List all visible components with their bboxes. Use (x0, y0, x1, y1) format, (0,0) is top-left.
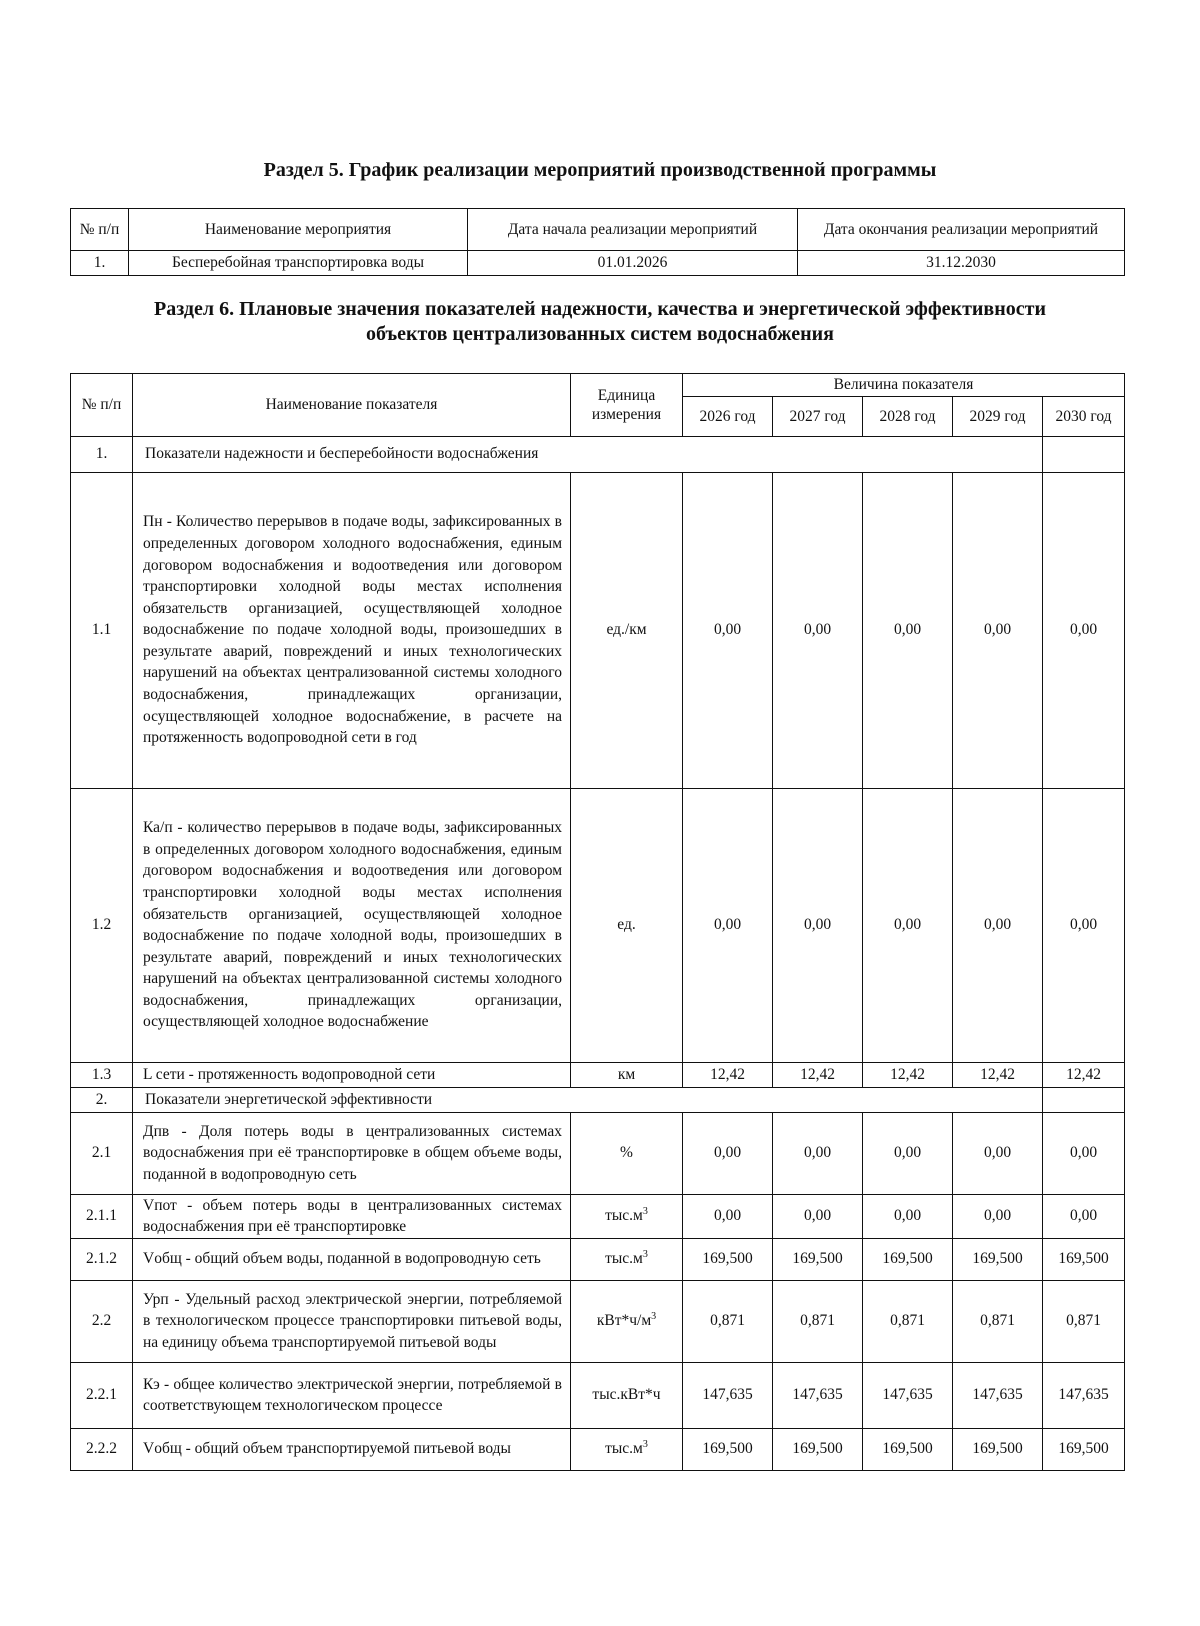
schedule-table (70, 208, 1125, 276)
value-2027: 147,635 (773, 1362, 863, 1428)
value-2028: 0,00 (863, 1194, 953, 1238)
unit-cell (571, 472, 683, 788)
indicator-name: Дпв - Доля потерь воды в централизованных системах водоснабжения при её транспортировке в общем объеме воды, поданной в водопроводную сеть (133, 1112, 571, 1194)
indicator-name: Пн - Количество перерывов в подаче воды, зафиксированных в определенных договором холодного водоснабжения, единым договором водоснабжения и водоотведения или договором транспортировки холодной воды местах исполнения обязательств организацией, осуществляющей холодное водоснабжение по подаче холодной воды, произошедших в результате аварий, повреждений и иных технологических нарушений на объектах централизованной системы холодного водоснабжения, принадлежащих организации, осуществляющей холодное водоснабжение, в расчете на протяженность водопроводной сети в год (133, 472, 571, 788)
unit-cell (571, 1428, 683, 1470)
header-num: № п/п (71, 374, 133, 437)
unit-cell (571, 1194, 683, 1238)
unit-text: ед./км (606, 621, 647, 639)
indicator-name: Vобщ - общий объем транспортируемой питьевой воды (133, 1428, 571, 1470)
value-2028: 169,500 (863, 1428, 953, 1470)
header-activity-name: Наименование мероприятия (129, 209, 468, 251)
unit-cell (571, 1062, 683, 1087)
table-row (71, 788, 1125, 1062)
unit-cell (571, 1362, 683, 1428)
row-num: 2.1.2 (71, 1238, 133, 1280)
indicators-table (70, 373, 1125, 1471)
value-2028: 169,500 (863, 1238, 953, 1280)
value-2026: 0,871 (683, 1280, 773, 1362)
table-row (71, 1238, 1125, 1280)
value-2030: 12,42 (1043, 1062, 1125, 1087)
value-2029: 0,00 (953, 472, 1043, 788)
value-2028: 0,00 (863, 1112, 953, 1194)
unit-text: % (620, 1144, 633, 1162)
value-2026: 147,635 (683, 1362, 773, 1428)
indicator-name: Vобщ - общий объем воды, поданной в водопроводную сеть (133, 1238, 571, 1280)
table-row (71, 1428, 1125, 1470)
indicator-name: L сети - протяженность водопроводной сети (133, 1062, 571, 1087)
unit-cell (571, 1238, 683, 1280)
value-2029: 169,500 (953, 1238, 1043, 1280)
value-2027: 0,00 (773, 1112, 863, 1194)
table-row (71, 1062, 1125, 1087)
value-2027: 12,42 (773, 1062, 863, 1087)
value-2030: 0,00 (1043, 1194, 1125, 1238)
indicator-name: Ка/п - количество перерывов в подаче воды, зафиксированных в определенных договором холодного водоснабжения, единым договором водоснабжения и водоотведения или договором транспортировки холодной воды местах исполнения обязательств организацией, осуществляющей холодное водоснабжение по подаче холодной воды, произошедших в результате аварий, повреждений и иных технологических нарушений на объектах централизованной системы холодного водоснабжения, принадлежащих организации, осуществляющей холодное водоснабжение (133, 788, 571, 1062)
empty-cell (1043, 1087, 1125, 1112)
unit-cell (571, 1280, 683, 1362)
unit-cell (571, 788, 683, 1062)
unit-text: тыс.м (605, 1207, 643, 1225)
value-2027: 169,500 (773, 1428, 863, 1470)
value-2030: 0,00 (1043, 788, 1125, 1062)
value-2029: 0,871 (953, 1280, 1043, 1362)
header-indicator-name: Наименование показателя (133, 374, 571, 437)
header-start-date: Дата начала реализации мероприятий (468, 209, 798, 251)
table-row (71, 472, 1125, 788)
indicators-body (71, 436, 1125, 1470)
value-2030: 169,500 (1043, 1238, 1125, 1280)
value-2026: 0,00 (683, 1112, 773, 1194)
value-2029: 147,635 (953, 1362, 1043, 1428)
unit-text: кВт*ч/м (596, 1312, 652, 1330)
value-2026: 169,500 (683, 1238, 773, 1280)
value-2030: 0,00 (1043, 472, 1125, 788)
unit-superscript: 3 (642, 1439, 648, 1451)
section-heading: Показатели энергетической эффективности (133, 1087, 1043, 1112)
value-2028: 147,635 (863, 1362, 953, 1428)
row-num: 2.2.2 (71, 1428, 133, 1470)
value-2027: 0,00 (773, 788, 863, 1062)
unit-superscript: 3 (642, 1206, 648, 1218)
section6-title-line1: Раздел 6. Плановые значения показателей надежности, качества и энергетической эффективности (154, 298, 1046, 320)
section5-title: Раздел 5. График реализации мероприятий производственной программы (263, 159, 937, 181)
value-2027: 0,871 (773, 1280, 863, 1362)
table-row (71, 1112, 1125, 1194)
value-2030: 147,635 (1043, 1362, 1125, 1428)
schedule-header-row (71, 209, 1125, 251)
value-2029: 12,42 (953, 1062, 1043, 1087)
unit-superscript: 3 (651, 1311, 657, 1323)
header-year-2028: 2028 год (863, 396, 953, 436)
value-2028: 0,871 (863, 1280, 953, 1362)
header-num: № п/п (71, 209, 129, 251)
section6-title-line2: объектов централизованных систем водоснабжения (365, 323, 835, 345)
table-row (71, 1362, 1125, 1428)
section-heading: Показатели надежности и бесперебойности водоснабжения (133, 436, 1043, 472)
unit-superscript: 3 (642, 1249, 648, 1261)
header-value: Величина показателя (683, 374, 1125, 397)
value-2030: 169,500 (1043, 1428, 1125, 1470)
value-2030: 0,871 (1043, 1280, 1125, 1362)
row-num: 1.1 (71, 472, 133, 788)
header-year-2030: 2030 год (1043, 396, 1125, 436)
table-row (71, 1280, 1125, 1362)
header-year-2029: 2029 год (953, 396, 1043, 436)
value-2026: 0,00 (683, 472, 773, 788)
end-date: 31.12.2030 (798, 251, 1125, 276)
row-num: 2.1.1 (71, 1194, 133, 1238)
row-num: 2.2 (71, 1280, 133, 1362)
header-end-date: Дата окончания реализации мероприятий (798, 209, 1125, 251)
unit-cell (571, 1112, 683, 1194)
unit-text: ед. (617, 916, 636, 934)
indicator-name: Урп - Удельный расход электрической энергии, потребляемой в технологическом процессе транспортировки питьевой воды, на единицу объема транспортируемой питьевой воды (133, 1280, 571, 1362)
unit-text: тыс.м (605, 1440, 643, 1458)
value-2029: 169,500 (953, 1428, 1043, 1470)
row-num: 1. (71, 436, 133, 472)
start-date: 01.01.2026 (468, 251, 798, 276)
value-2029: 0,00 (953, 788, 1043, 1062)
row-num: 2.1 (71, 1112, 133, 1194)
value-2028: 0,00 (863, 472, 953, 788)
unit-text: тыс.м (605, 1250, 643, 1268)
value-2027: 0,00 (773, 1194, 863, 1238)
value-2029: 0,00 (953, 1194, 1043, 1238)
value-2028: 12,42 (863, 1062, 953, 1087)
row-num: 2. (71, 1087, 133, 1112)
header-year-2026: 2026 год (683, 396, 773, 436)
value-2030: 0,00 (1043, 1112, 1125, 1194)
empty-cell (1043, 436, 1125, 472)
indicator-name: Vпот - объем потерь воды в централизованных системах водоснабжения при её транспортировке (133, 1194, 571, 1238)
row-num: 2.2.1 (71, 1362, 133, 1428)
value-2026: 12,42 (683, 1062, 773, 1087)
header-unit: Единица измерения (571, 374, 683, 437)
activity-name: Бесперебойная транспортировка воды (129, 251, 468, 276)
value-2027: 0,00 (773, 472, 863, 788)
unit-text: км (617, 1065, 636, 1083)
section-header-row (71, 436, 1125, 472)
unit-text: тыс.кВт*ч (592, 1386, 661, 1404)
value-2029: 0,00 (953, 1112, 1043, 1194)
value-2028: 0,00 (863, 788, 953, 1062)
indicators-header-row (71, 374, 1125, 397)
row-num: 1.2 (71, 788, 133, 1062)
indicator-name: Кэ - общее количество электрической энергии, потребляемой в соответствующем технологическом процессе (133, 1362, 571, 1428)
row-num: 1. (71, 251, 129, 276)
value-2026: 169,500 (683, 1428, 773, 1470)
table-row (71, 251, 1125, 276)
value-2027: 169,500 (773, 1238, 863, 1280)
header-year-2027: 2027 год (773, 396, 863, 436)
section-header-row (71, 1087, 1125, 1112)
value-2026: 0,00 (683, 788, 773, 1062)
value-2026: 0,00 (683, 1194, 773, 1238)
table-row (71, 1194, 1125, 1238)
row-num: 1.3 (71, 1062, 133, 1087)
